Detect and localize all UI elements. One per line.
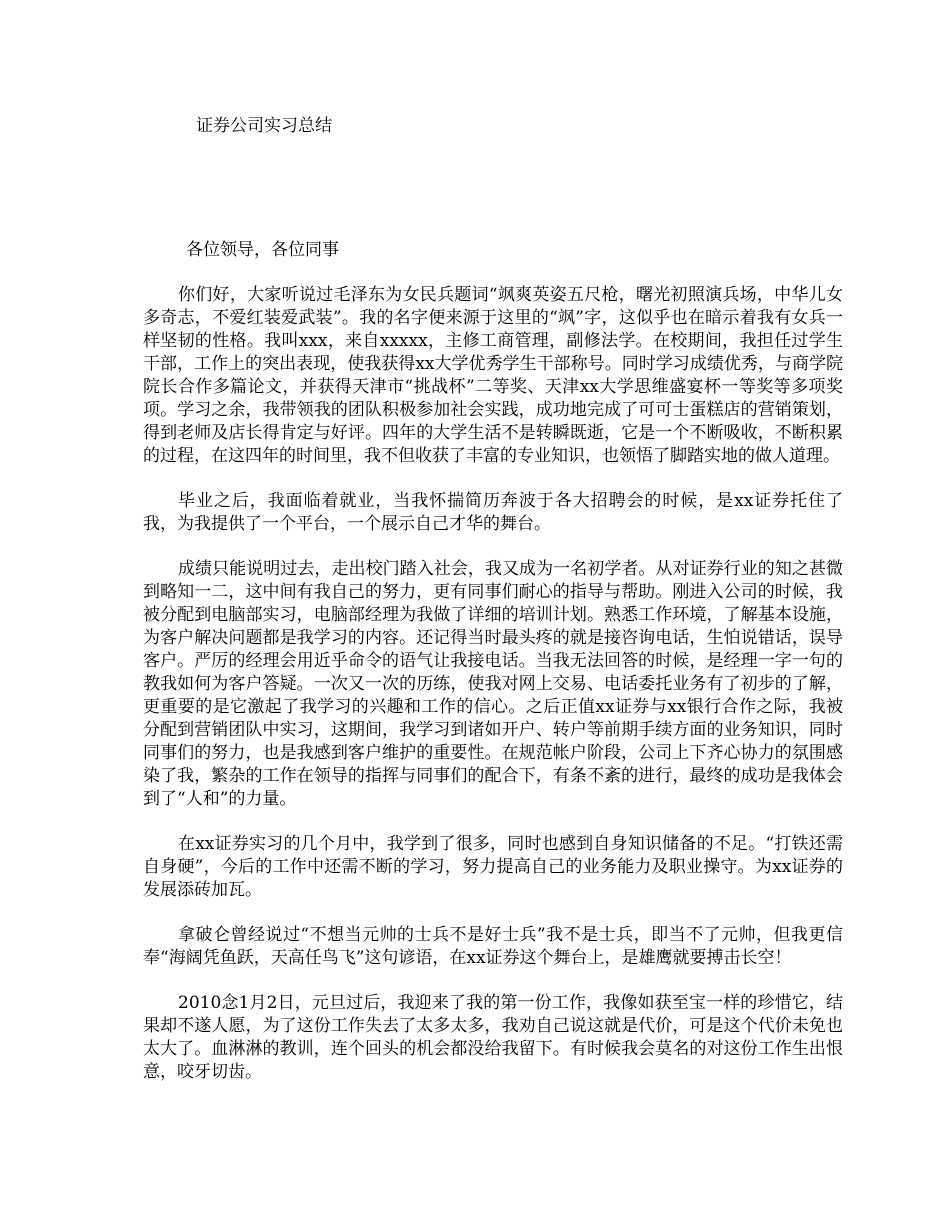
document-body: [143, 284, 843, 1106]
paragraph-intro: 你们好，大家听说过毛泽东为女民兵题词“飒爽英姿五尺枪，曙光初照演兵场，中华儿女多奇志，不爱红装爱武装”。我的名字便来源于这里的“飒”字，这似乎也在暗示着我有女兵一样坚韧的性格。我叫xxx，来自xxxxx，主修工商管理，副修法学。在校期间，我担任过学生干部，工作上的突出表现，使我获得xx大学优秀学生干部称号。同时学习成绩优秀，与商学院院长合作多篇论文，并获得天津市“挑战杯”二等奖、天津xx大学思维盛宴杯一等奖等多项奖项。学习之余，我带领我的团队积极参加社会实践，成功地完成了可可士蛋糕店的营销策划，得到老师及店长得肯定与好评。四年的大学生活不是转瞬既逝，它是一个不断吸收，不断积累的过程，在这四年的时间里，我不但收获了丰富的专业知识，也领悟了脚踏实地的做人道理。: [143, 285, 843, 466]
paragraph-internship: 成绩只能说明过去，走出校门踏入社会，我又成为一名初学者。从对证券行业的知之甚微到略知一二，这中间有我自己的努力，更有同事们耐心的指导与帮助。刚进入公司的时候，我被分配到电脑部实习，电脑部经理为我做了详细的培训计划。熟悉工作环境，了解基本设施，为客户解决问题都是我学习的内容。还记得当时最头疼的就是接咨询电话，生怕说错话，误导客户。严厉的经理会用近乎命令的语气让我接电话。当我无法回答的时候，是经理一字一句的教我如何为客户答疑。一次又一次的历练，使我对网上交易、电话委托业务有了初步的了解，更重要的是它激起了我学习的兴趣和工作的信心。之后正值xx证券与xx银行合作之际，我被分配到营销团队中实习，这期间，我学习到诸如开户、转户等前期手续方面的业务知识，同时同事们的努力，也是我感到客户维护的重要性。在规范帐户阶段，公司上下齐心协力的氛围感染了我，繁杂的工作在领导的指挥与同事们的配合下，有条不紊的进行，最终的成功是我体会到了“人和”的力量。: [143, 559, 843, 809]
document-title: 证券公司实习总结: [196, 116, 332, 136]
paragraph-first-job: 2010念1月2日，元旦过后，我迎来了我的第一份工作，我像如获至宝一样的珍惜它，结果却不遂人愿，为了这份工作失去了太多太多，我劝自己说这就是代价，可是这个代价未免也太大了。血淋淋的教训，连个回头的机会都没给我留下。有时候我会莫名的对这份工作生出恨意，咬牙切齿。: [143, 993, 843, 1082]
paragraph-reflection: 在xx证券实习的几个月中，我学到了很多，同时也感到自身知识储备的不足。“打铁还需自身硬”，今后的工作中还需不断的学习，努力提高自己的业务能力及职业操守。为xx证券的发展添砖加瓦。: [143, 834, 843, 900]
paragraph-graduation: 毕业之后，我面临着就业，当我怀揣简历奔波于各大招聘会的时候，是xx证券托住了我，为我提供了一个平台，一个展示自己才华的舞台。: [143, 491, 843, 534]
paragraph-aspiration: 拿破仑曾经说过“不想当元帅的士兵不是好士兵”我不是士兵，即当不了元帅，但我更信奉“海阔凭鱼跃，天高任鸟飞”这句谚语，在xx证券这个舞台上，是雄鹰就要搏击长空！: [143, 925, 843, 968]
salutation: 各位领导，各位同事: [186, 240, 339, 260]
